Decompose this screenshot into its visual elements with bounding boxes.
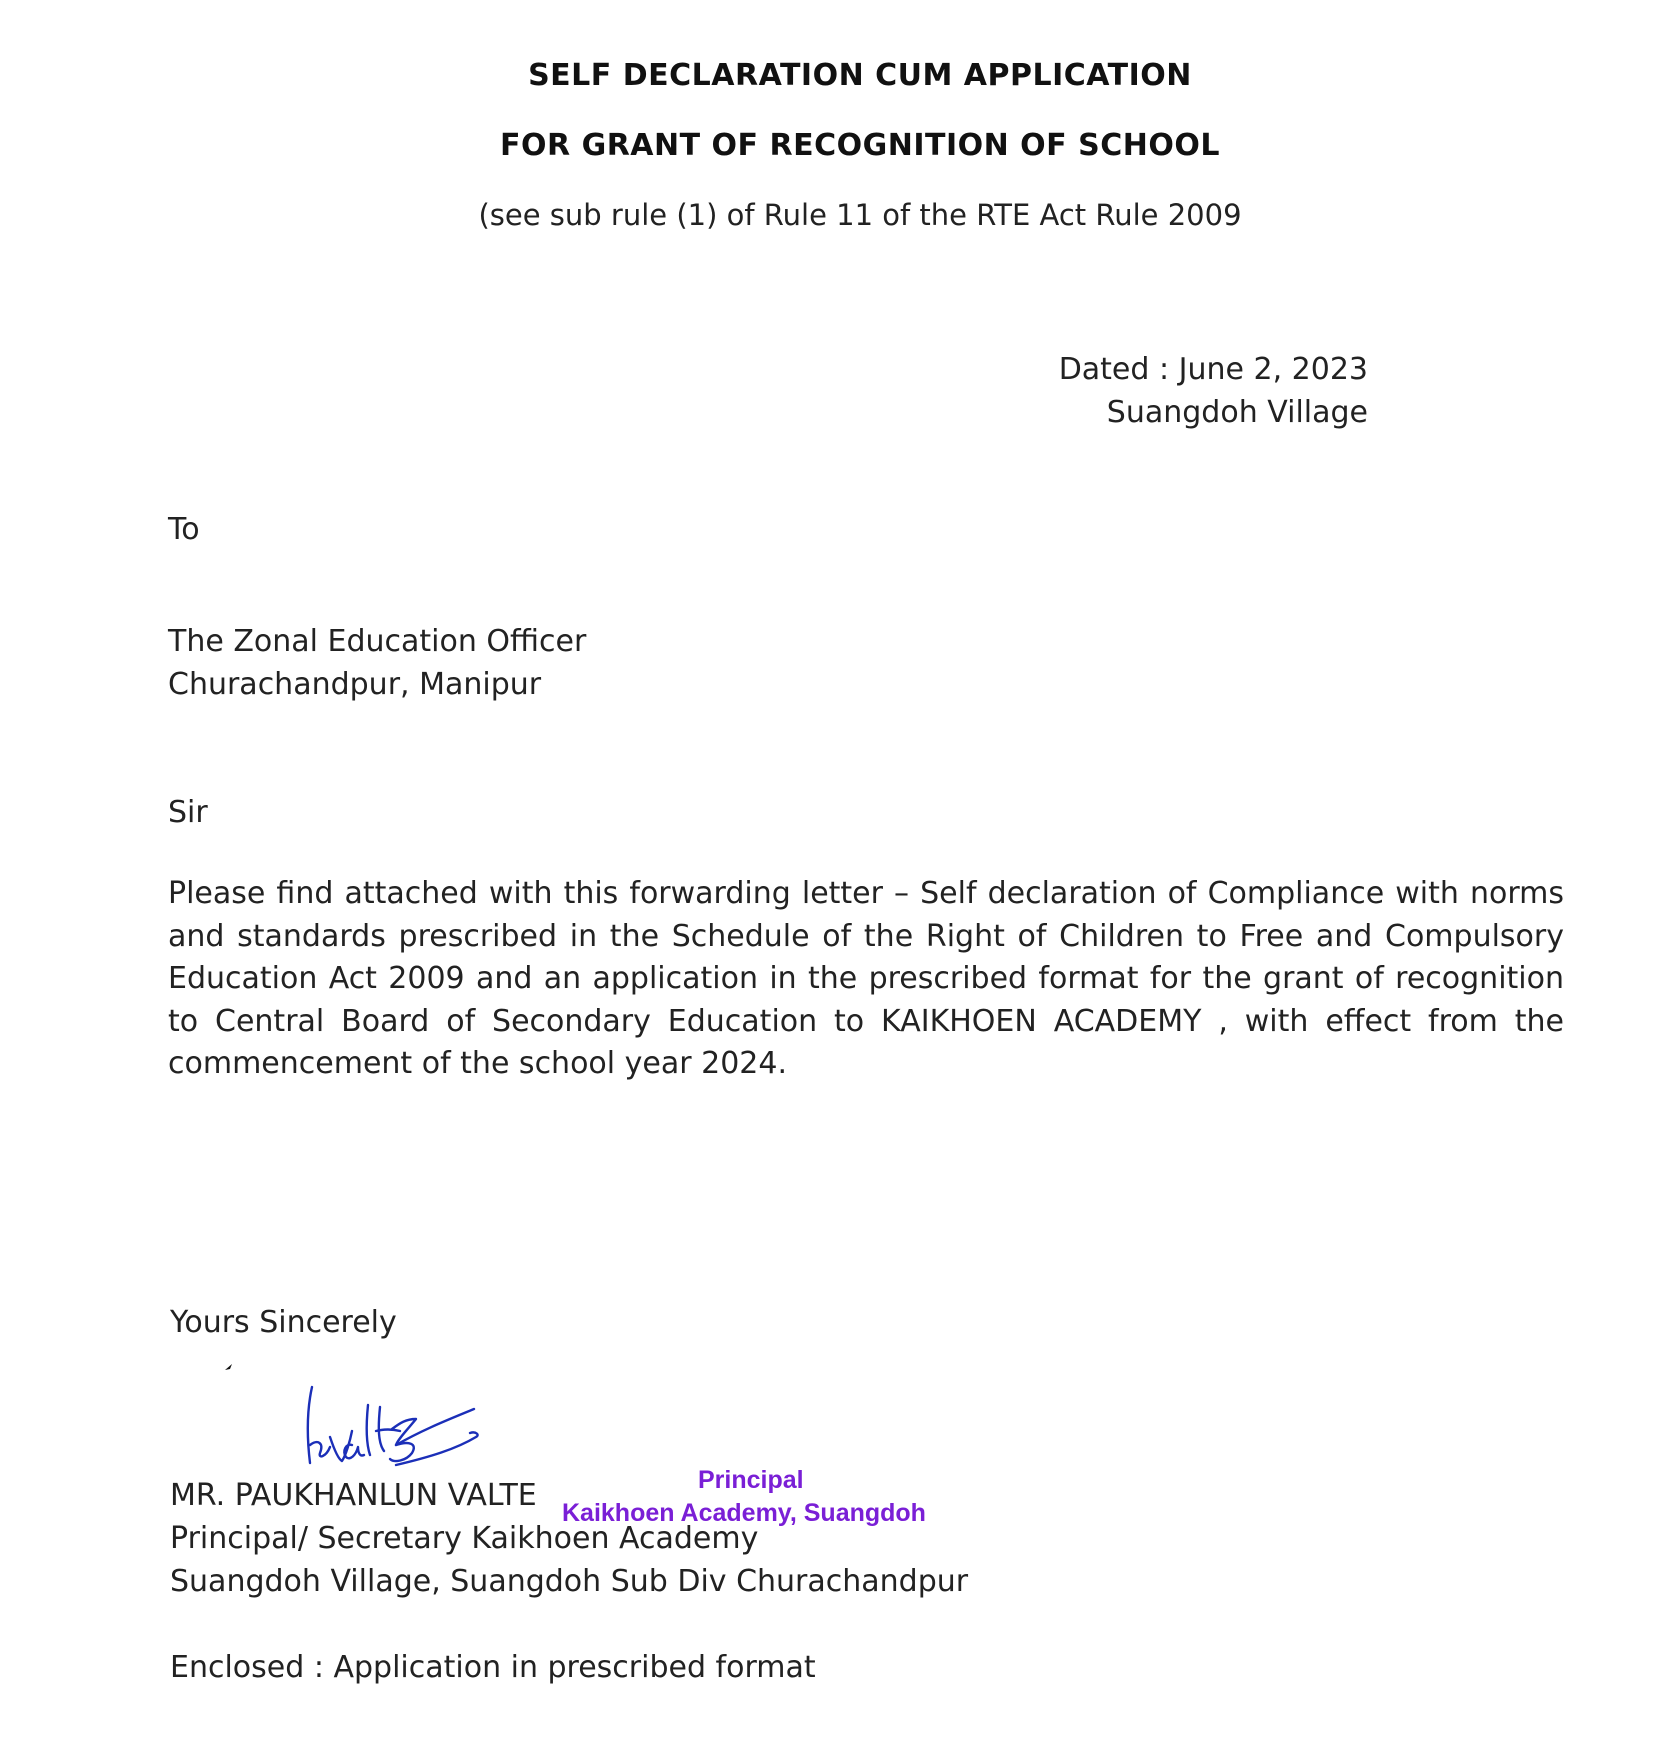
signatory-title: Principal/ Secretary Kaikhoen Academy — [170, 1521, 759, 1556]
signatory-name: MR. PAUKHANLUN VALTE — [170, 1478, 537, 1513]
document-subtitle: FOR GRANT OF RECOGNITION OF SCHOOL — [500, 128, 1220, 163]
stamp-line-2: Kaikhoen Academy, Suangdoh — [562, 1499, 926, 1527]
stamp-line-1: Principal — [698, 1466, 804, 1494]
signatory-address: Suangdoh Village, Suangdoh Sub Div Churachandpur — [170, 1564, 969, 1599]
enclosure-note: Enclosed : Application in prescribed format — [170, 1650, 816, 1685]
date-line: Dated : June 2, 2023 — [1058, 352, 1368, 387]
place-line: Suangdoh Village — [1106, 395, 1368, 430]
signature — [300, 1385, 490, 1475]
tick-mark — [224, 1362, 234, 1372]
to-label: To — [168, 512, 200, 547]
closing: Yours Sincerely — [170, 1305, 397, 1340]
salutation: Sir — [168, 795, 208, 830]
addressee-title: The Zonal Education Officer — [168, 624, 587, 659]
document-title: SELF DECLARATION CUM APPLICATION — [528, 58, 1192, 93]
letter-body: Please find attached with this forwarding letter – Self declaration of Compliance with norms and standards prescribed in the Schedule of the Right of Children to Free and Compulsory Education Act 2009 and an application in the prescribed format for the grant of recognition to Central Board of Secondary Education to KAIKHOEN ACADEMY , with effect from the commencement of the school year 2024. — [168, 876, 1564, 1081]
addressee-location: Churachandpur, Manipur — [168, 667, 542, 702]
rule-reference: (see sub rule (1) of Rule 11 of the RTE Act Rule 2009 — [478, 198, 1242, 232]
